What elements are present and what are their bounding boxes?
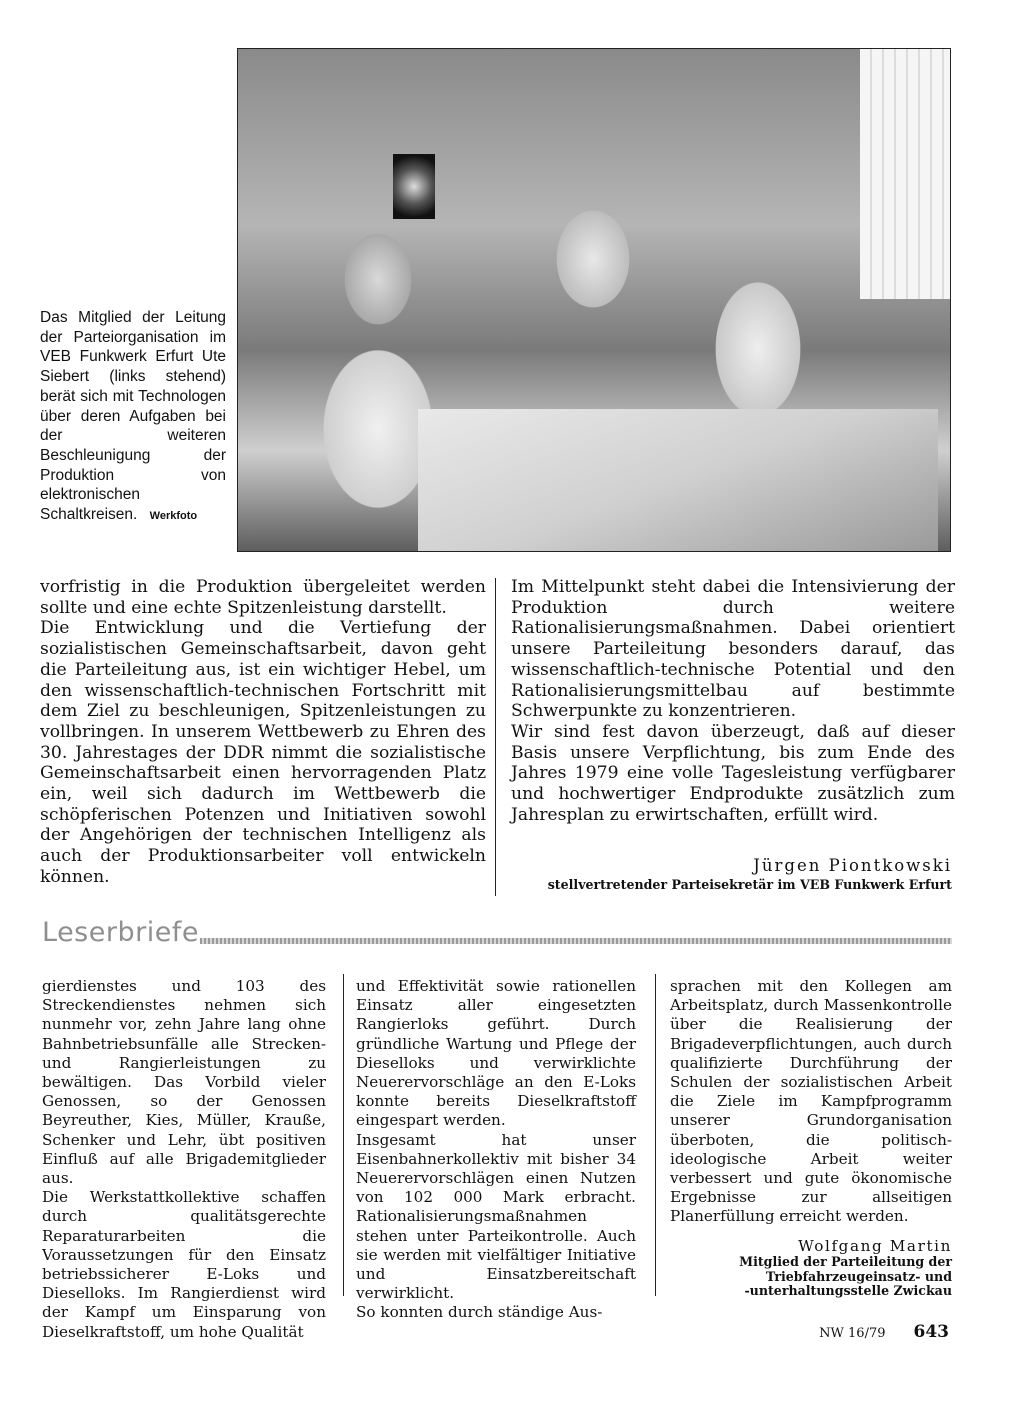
letters-author-role-line: Triebfahrzeugeinsatz- und bbox=[765, 1268, 952, 1284]
article-signature bbox=[548, 856, 952, 892]
letters-signature bbox=[739, 1237, 952, 1299]
letters-paragraph: So konnten durch ständige Aus- bbox=[356, 1303, 603, 1322]
column-divider bbox=[343, 974, 344, 1296]
page-footer bbox=[819, 1322, 949, 1342]
letters-paragraph: Insgesamt hat unser Eisenbahnerkollektiv mit bisher 34 Neuerervorschlägen einen Nutzen von 102 000 Mark erbracht. Rationalisierungsmaßnahmen stehen unter Parteikontrolle. Auch sie werden mit vielfältiger Initiative und Einsatzbereitschaft verwirklicht. bbox=[356, 1130, 636, 1303]
photo-window bbox=[860, 49, 950, 299]
section-heading: Leserbriefe bbox=[42, 917, 199, 948]
article-column-1 bbox=[40, 577, 486, 888]
letters-paragraph: sprachen mit den Kollegen am Arbeitsplatz, durch Massenkontrolle über die Realisierung der Brigadeverpflichtungen, auch durch qualifizierte Durchführung der Schulen der sozialistischen Arbeit die Ziele im Kampfprogramm unserer Grundorganisation überboten, die politisch-ideologische Arbeit weiter verbessert und gute ökonomische Ergebnisse zur allseitigen Planerfüllung erreicht werden. bbox=[670, 977, 952, 1226]
letters-author: Wolfgang Martin bbox=[798, 1237, 952, 1255]
issue-number: NW 16/79 bbox=[819, 1326, 886, 1341]
letters-paragraph: Die Werkstattkollektive schaffen durch qualitätsgerechte Reparaturarbeiten die Voraussetzungen für den Einsatz betriebssicherer E-Loks und Dieselloks. Im Rangierdienst wird der Kampf um Einsparung von Dieselkraftstoff, um hohe Qualität bbox=[42, 1188, 326, 1341]
letters-paragraph: und Effektivität sowie rationellen Einsatz aller eingesetzten Rangierloks geführt. Durch gründliche Wartung und Pflege der Dieselloks und verwirklichte Neuerervorschläge an den E-Loks konnte bereits Dieselkraftstoff eingespart werden. bbox=[356, 977, 636, 1130]
article-photo bbox=[237, 48, 951, 552]
photo-caption bbox=[40, 308, 226, 527]
letters-author-role-line: -unterhaltungsstelle Zwickau bbox=[744, 1283, 952, 1299]
article-paragraph: vorfristig in die Produktion übergeleitet werden sollte und eine echte Spitzenleistung darstellt. bbox=[40, 577, 486, 618]
letters-author-role-line: Mitglied der Parteileitung der bbox=[739, 1254, 952, 1269]
article-paragraph: Im Mittelpunkt steht dabei die Intensivierung der Produktion durch weitere Rationalisierungsmaßnahmen. Dabei orientiert unsere Parteileitung besonders darauf, das wissenschaftlich-technische Potential und den Rationalisierungsmittelbau auf bestimmte Schwerpunkte zu konzentrieren. bbox=[511, 577, 955, 722]
letters-paragraph: gierdienstes und 103 des Streckendienstes nehmen sich nunmehr vor, zehn Jahre lang ohne Bahnbetriebsunfälle alle Strecken- und Rangierleistungen zu bewältigen. Das Vorbild vieler Genossen, so der Genossen Beyreuther, Kies, Müller, Krauße, Schenker und Lehr, übt positiven Einfluß auf alle Brigademitglieder aus. bbox=[42, 977, 326, 1188]
article-author: Jürgen Piontkowski bbox=[753, 856, 952, 875]
article-paragraph: Wir sind fest davon überzeugt, daß auf dieser Basis unsere Verpflichtung, bis zum Ende des Jahres 1979 eine volle Tagesleistung verfügbarer und hochwertiger Endprodukte zusätzlich zum Jahresplan zu erwirtschaften, erfüllt wird. bbox=[511, 721, 955, 825]
letters-column-2 bbox=[356, 977, 636, 1323]
article-paragraph: Die Entwicklung und die Vertiefung der sozialistischen Gemeinschaftsarbeit, davon geht die Parteileitung aus, ist ein wichtiger Hebel, um den wissenschaftlich-technischen Fortschritt mit dem Ziel zu beschleunigen, Spitzenleistungen zu vollbringen. In unserem Wettbewerb zu Ehren des 30. Jahrestages der DDR nimmt die sozialistische Gemeinschaftsarbeit einen hervorragenden Platz ein, weil sich dadurch im Wettbewerb die schöpferischen Potenzen und Initiativen sowohl der Angehörigen der technischen Intelligenz als auch der Produktionsarbeiter voll entwickeln können. bbox=[40, 618, 486, 887]
article-author-role: stellvertretender Parteisekretär im VEB Funkwerk Erfurt bbox=[547, 877, 952, 892]
page-number: 643 bbox=[913, 1322, 949, 1342]
photo-credit: Werkfoto bbox=[149, 510, 198, 523]
article-column-2 bbox=[511, 577, 955, 825]
caption-text: Das Mitglied der Leitung der Parteiorganisation im VEB Funkwerk Erfurt Ute Siebert (links stehend) berät sich mit Technologen über deren Aufgaben bei der weiteren Beschleunigung der Produktion von elektronischen Schaltkreisen. bbox=[40, 309, 226, 524]
letters-column-3 bbox=[670, 977, 952, 1227]
section-rule bbox=[200, 938, 952, 944]
letters-column-1 bbox=[42, 977, 326, 1342]
photo-desk bbox=[418, 409, 938, 551]
column-divider bbox=[495, 578, 496, 896]
photo-wall-poster bbox=[393, 154, 435, 219]
column-divider bbox=[655, 974, 656, 1296]
